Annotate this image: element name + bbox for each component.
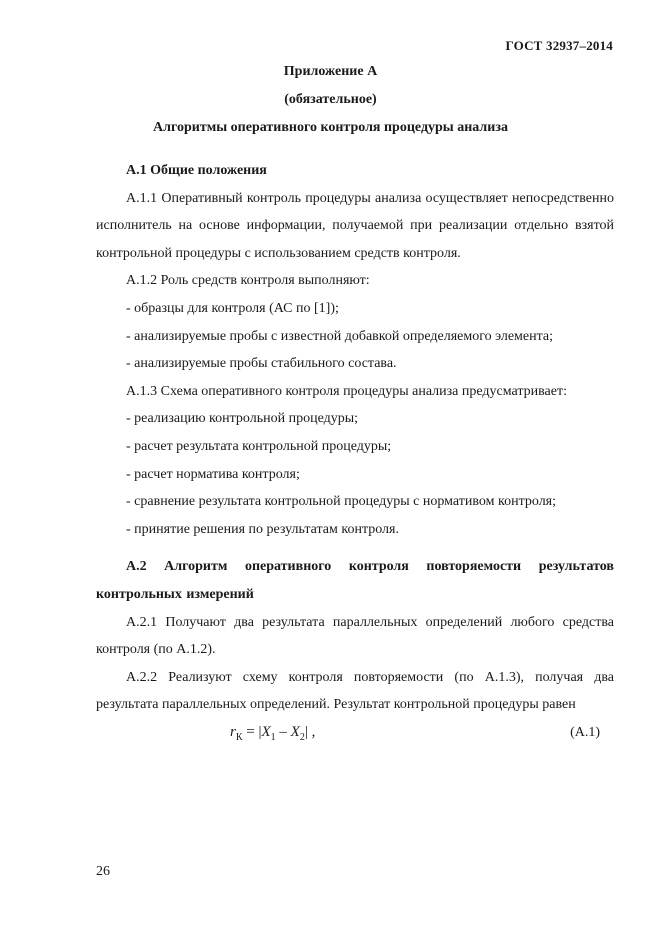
- formula-x1-sub: 1: [270, 731, 276, 743]
- formula-eq: =: [242, 723, 259, 740]
- formula-r-sub: К: [235, 731, 243, 743]
- appendix-title: Приложение А: [283, 64, 378, 79]
- paragraph-a21: А.2.1 Получают два результата параллельных определений любого средства контроля (по А.1.2).: [96, 614, 614, 658]
- list-item: - расчет норматива контроля;: [126, 466, 300, 482]
- page-number: 26: [96, 864, 110, 879]
- paragraph-a13: А.1.3 Схема оперативного контроля процедуры анализа предусматривает:: [126, 383, 567, 399]
- paragraph-a11: А.1.1 Оперативный контроль процедуры анализа осуществляет непосредственно исполнитель на основе информации, получаемой при реализации отдельно взятой контрольной процедуры с использованием средств контроля.: [96, 190, 614, 261]
- formula-tail: ,: [307, 723, 316, 740]
- list-item: - расчет результата контрольной процедуры;: [126, 438, 392, 454]
- paragraph-a22: А.2.2 Реализуют схему контроля повторяемости (по А.1.3), получая два результата параллельных определений. Результат контрольной процедуры равен: [96, 669, 614, 713]
- list-item: - реализацию контрольной процедуры;: [126, 411, 359, 427]
- standard-code: ГОСТ 32937–2014: [505, 38, 613, 53]
- list-item: - анализируемые пробы стабильного состава.: [126, 356, 397, 372]
- formula-x1: X: [261, 723, 271, 740]
- formula-a1: [96, 719, 614, 747]
- list-item: - сравнение результата контрольной процедуры с нормативом контроля;: [126, 494, 557, 510]
- list-item: - образцы для контроля (АС по [1]);: [126, 300, 339, 316]
- list-item: - анализируемые пробы с известной добавкой определяемого элемента;: [126, 328, 554, 344]
- section-a2-heading: А.2 Алгоритм оперативного контроля повторяемости результатов контрольных измерений: [96, 559, 614, 602]
- list-item: - принятие решения по результатам контроля.: [126, 521, 399, 537]
- formula-x2: X: [290, 723, 300, 740]
- formula-number: (А.1): [570, 724, 600, 740]
- appendix-status: (обязательное): [284, 92, 377, 107]
- section-a1-heading: А.1 Общие положения: [126, 163, 267, 178]
- formula-x2-sub: 2: [299, 731, 305, 743]
- formula-minus: –: [275, 723, 291, 740]
- paragraph-a12: А.1.2 Роль средств контроля выполняют:: [126, 273, 370, 289]
- document-body: [96, 157, 614, 747]
- formula-r: r: [230, 723, 236, 740]
- appendix-heading: Алгоритмы оперативного контроля процедуры анализа: [153, 120, 508, 135]
- formula-expression: $r_К = |X_1 - X_2|$ ,: [230, 723, 316, 743]
